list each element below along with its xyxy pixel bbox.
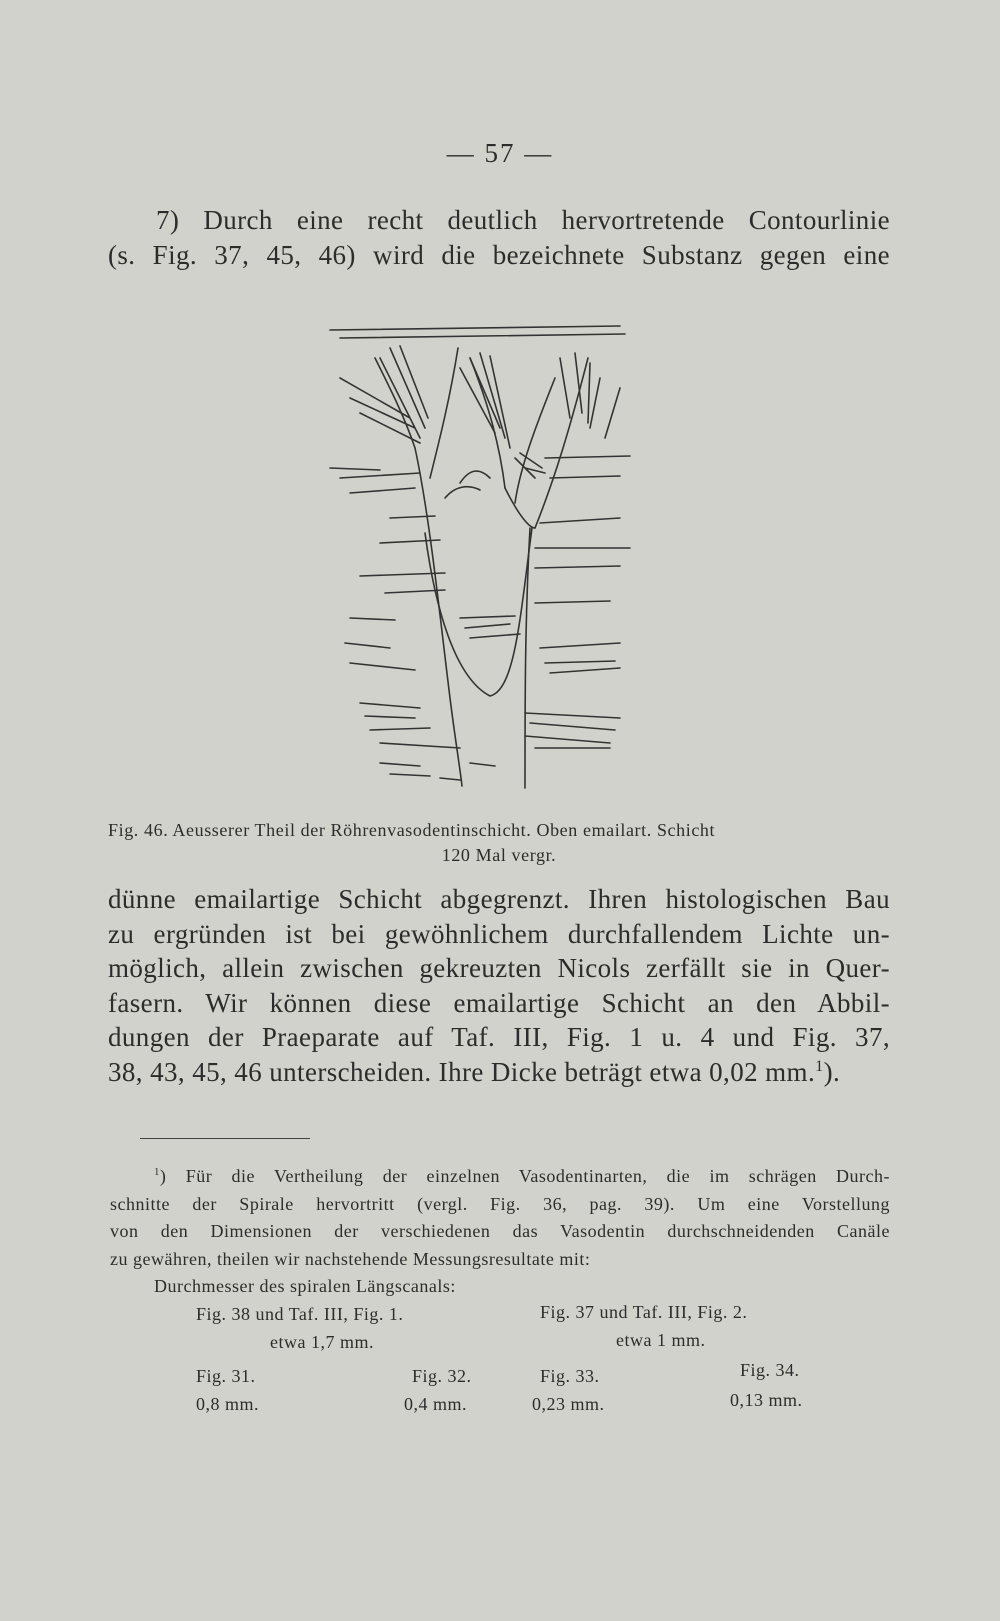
paragraph-line: zu ergründen ist bei gewöhnlichem durchfallendem Lichte un-	[108, 918, 890, 949]
paragraph-line: dungen der Praeparate auf Taf. III, Fig. 1 u. 4 und Fig. 37,	[108, 1022, 890, 1052]
measurement-value: 0,13 mm.	[730, 1390, 803, 1410]
footnote-ref: 1	[815, 1056, 824, 1075]
footnote-line	[110, 1163, 890, 1191]
measurement-label: Fig. 38 und Taf. III, Fig. 1.	[196, 1304, 404, 1324]
measurement-label: Fig. 31.	[196, 1366, 256, 1386]
paragraph-line: dünne emailartige Schicht abgegrenzt. Ihren histologischen Bau	[108, 884, 890, 914]
measurement-value: 0,23 mm.	[532, 1394, 605, 1414]
paragraph-line-last	[108, 1055, 890, 1090]
footnote-line: Durchmesser des spiralen Längscanals:	[154, 1276, 456, 1296]
caption-line: 120 Mal vergr.	[441, 845, 557, 865]
footnote-rule	[140, 1138, 310, 1139]
figure-caption	[108, 818, 890, 868]
measurement-label: Fig. 37 und Taf. III, Fig. 2.	[540, 1302, 748, 1322]
paragraph-line: fasern. Wir können diese emailartige Schicht an den Abbil-	[108, 987, 890, 1018]
paragraph-line: (s. Fig. 37, 45, 46) wird die bezeichnete Substanz gegen eine	[108, 239, 890, 270]
measurement-value: 0,8 mm.	[196, 1394, 260, 1414]
paragraph-line: möglich, allein zwischen gekreuzten Nicols zerfällt sie in Quer-	[108, 953, 890, 983]
measurement-label: Fig. 32.	[412, 1366, 472, 1386]
paragraph-line: 38, 43, 45, 46 unterscheiden. Ihre Dicke beträgt etwa 0,02 mm.	[108, 1056, 816, 1087]
caption-line: Fig. 46. Aeusserer Theil der Röhrenvasodentinschicht. Oben emailart. Schicht	[108, 820, 716, 840]
measurement-label: Fig. 33.	[540, 1366, 600, 1386]
measurement-value: etwa 1,7 mm.	[270, 1332, 374, 1352]
footnote-line: schnitte der Spirale hervortritt (vergl. Fig. 36, pag. 39). Um eine Vorstellung	[110, 1193, 890, 1214]
figure-46-drawing	[320, 318, 660, 798]
page-number: — 57 —	[446, 138, 554, 168]
tooth-section-sketch	[320, 318, 660, 798]
paragraph-line: 7) Durch eine recht deutlich hervortretende Contourlinie	[156, 205, 890, 235]
paragraph-line-end: ).	[823, 1056, 841, 1087]
measurement-label: Fig. 34.	[740, 1360, 800, 1380]
footnote	[110, 1163, 890, 1301]
main-paragraph	[108, 882, 890, 1089]
measurement-value: 0,4 mm.	[404, 1394, 468, 1414]
top-paragraph	[108, 203, 890, 272]
measurement-value: etwa 1 mm.	[616, 1330, 706, 1350]
footnote-marker: 1	[154, 1166, 160, 1178]
footnote-text: ) Für die Vertheilung der einzelnen Vasodentinarten, die im schrägen Durch-	[159, 1166, 890, 1186]
footnote-line: von den Dimensionen der verschiedenen das Vasodentin durchschneidenden Canäle	[110, 1221, 890, 1241]
footnote-line: zu gewähren, theilen wir nachstehende Messungsresultate mit:	[110, 1248, 591, 1269]
